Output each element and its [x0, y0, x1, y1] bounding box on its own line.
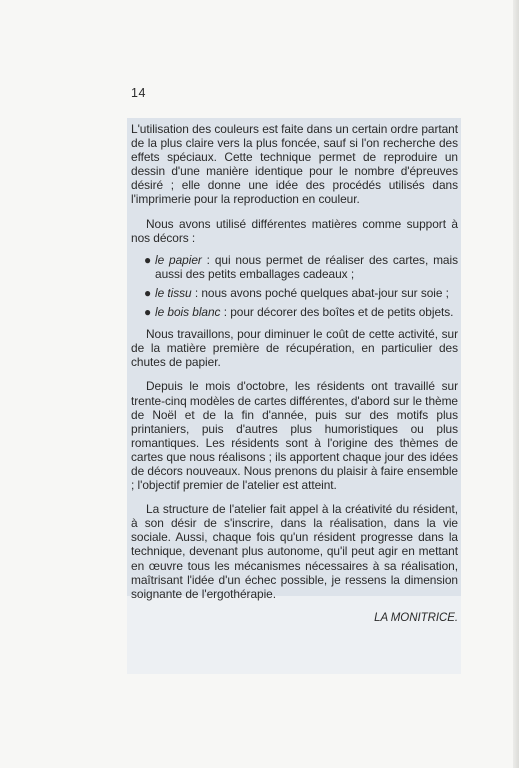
material-description: : qui nous permet de réaliser des cartes, mais aussi des petits emballages cadeaux ;	[155, 252, 458, 281]
material-term: le bois blanc	[155, 305, 221, 320]
paragraph-colors: L'utilisation des couleurs est faite dans un certain ordre partant de la plus claire vers la plus foncée, sauf si l'on recherche des effets spéciaux. Cette technique permet de reproduire un dessin d'une manière identique pour le nombre d'épreuves désiré ; elle donne une idée des procédés utilisés dans l'imprimerie pour la reproduction en couleur.	[131, 122, 458, 207]
material-term: le tissu	[155, 285, 192, 300]
bullet-icon: ●	[144, 252, 152, 267]
materials-list	[131, 253, 458, 319]
paragraph-materials-intro: Nous avons utilisé différentes matières comme support à nos décors :	[131, 216, 458, 245]
signature: LA MONITRICE.	[374, 611, 458, 624]
material-description: : nous avons poché quelques abat-jour sur soie ;	[191, 285, 449, 300]
bullet-icon: ●	[144, 285, 152, 300]
article-body	[131, 122, 458, 625]
material-description: : pour décorer des boîtes et de petits objets.	[220, 305, 454, 320]
paragraph-structure: La structure de l'atelier fait appel à la créativité du résident, à son désir de s'inscrire, dans la réalisation, dans la vie sociale. Aussi, chaque fois qu'un résident progresse dans la technique, devenant plus autonome, qu'il peut agir en mettant en œuvre tous les mécanismes nécessaires à sa réalisation, maîtrisant l'idée d'un échec possible, je ressens la dimension soignante de l'ergothérapie.	[131, 502, 458, 601]
page-edge	[513, 0, 519, 768]
paragraph-recycling: Nous travaillons, pour diminuer le coût de cette activité, sur de la matière première de récupération, en particulier des chutes de papier.	[131, 327, 458, 370]
list-item	[145, 305, 458, 319]
page-number: 14	[131, 86, 146, 100]
material-term: le papier	[155, 252, 202, 267]
bullet-icon: ●	[144, 305, 152, 320]
paragraph-cards: Depuis le mois d'octobre, les résidents ont travaillé sur trente-cinq modèles de cartes différentes, d'abord sur le thème de Noël et de la fin d'année, puis sur des motifs plus printaniers, puis d'autres plus humoristiques ou plus romantiques. Les résidents sont à l'origine des thèmes de cartes que nous réalisons ; ils apportent chaque jour des idées de décors nouveaux. Nous prenons du plaisir à faire ensemble ; l'objectif premier de l'atelier est atteint.	[131, 379, 458, 493]
list-item	[145, 286, 458, 300]
list-item	[145, 253, 458, 281]
